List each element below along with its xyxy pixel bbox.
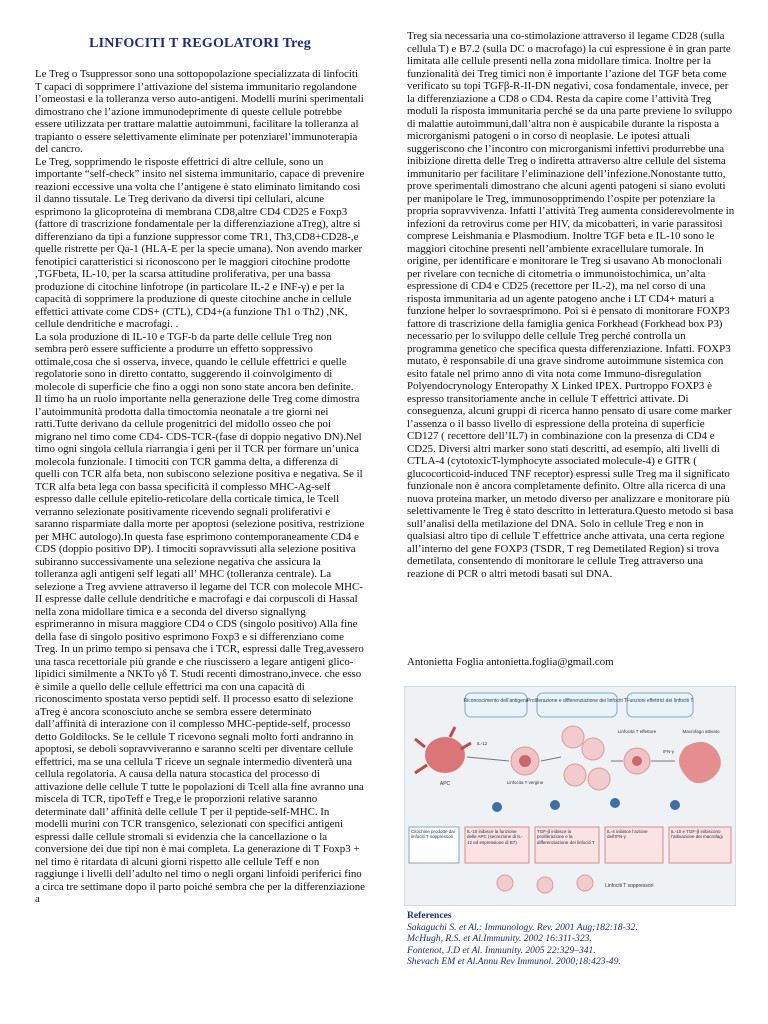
paragraph: Le Treg o Tsuppressor sono una sottopopolazione specializzata di linfociti T capaci di sopprimere l’attivazione del sistema immunitario regolandone l’omeostasi e la tolleranza verso auto-antigeni. Modelli murini sperimentali dimostrano che l’azione immunodeprimente di queste cellule potrebbe essere utilizzata per trattare malattie autoimmuni, facilitare la tolleranza al trapianto o essere selettivamente eliminate per potenziarel’immunoterapia del cancro. xyxy=(35,68,364,155)
paragraph: Le Treg, sopprimendo le risposte effettrici di altre cellule, sono un importante “self-check” insito nel sistema immunitario, capace di prevenire reazioni eccessive una volta che l’antigene è stato eliminato limitando così il danno tissutale. Le Treg derivano da diversi tipi cellulari, alcune esprimono la glicoproteina di membrana CD8,altre CD4 CD25 e Foxp3 (fattore di trascrizione fondamentale per la differenziazione aTreg), altre si differenziano da tipi a funzione suppressor come TR1, Th3,CD8+CD28-,e quelle ristrette per Qa-1 (HLA-E per la specie umana). Non avendo marker fenotipici caratteristici si riconoscono per le maggiori citochine prodotte ,TGFbeta, IL-10, per la scarsa attitudine proliferativa, per una bassa produzione di citochine linfotrope (in particolare IL-2 e INF-γ) e per la capacità di sopprimere la produzione di queste citochine anche in cellule effettici attivate come CDS+ (CTL), CD4+(a funzione Th1 o Th2) ,NK, cellule dendritiche e macrofagi. . xyxy=(35,155,365,330)
author-line: Antonietta Foglia antonietta.foglia@gmail.com xyxy=(407,656,614,668)
footer-label: Linfociti T soppressori xyxy=(605,883,654,889)
header-box-recognition xyxy=(465,693,527,717)
paragraph: Il timo ha un ruolo importante nella generazione delle Treg come dimostra l’autoimmunità prodotta dalla timoctomia neonatale a tre giorni nei ratti.Tutte derivano da cellule progenitrici del midollo osseo che poi migrano nel timo come CD4- CDS-TCR-(fase di doppio negativo DN).Nel timo ogni singola cellula riarrangia i geni per il TCR per formare un’unica molecola funzionale. I timociti con TCR gamma delta, a differenza di quelli con TCR alfa beta, non subiscono selezione positiva e negativa. Se il TCR alfa beta lega con bassa specificità il complesso MHC-Ag-self espresso dalle cellule epitelio-reticolare della corticale timica, le Tcell verranno selezionate positivamente ricevendo segnali proliferativi e saranno risparmiate dalla morte per apoptosi (selezione positiva, restrizione per MHC autologo).In questa fase esprimono contemporaneamente CD4 e CDS (doppio positivo DP). I timociti sopravvissuti alla selezione positiva subiranno successivamente una selezione negativa che assicura la tolleranza agli antigeni self legati all’ MHC (tolleranza centrale). La selezione a Treg avviene attraverso il legame del TCR con molecole MHC-II espresse dalle cellule dendritiche e macrofagi e dai corpuscoli di Hassal nella zona midollare timica e a seconda del diverso signallyng esprimeranno in misura maggiore CD4 o CDS (singolo positivo) Alla fine della fase di singolo positivo esprimono Foxp3 e si differenziano come Treg. In un primo tempo si pensava che i TCR, espressi dalle Treg,avessero una tasca recettoriale più grande e che riuscissero a legare antigeni glico-lipidici similmente a NKTo γδ T. Studi recenti dimostrano,invece. che esso è simile a quello delle cellule effettrici ma con una capacità di riconoscimento spostata verso peptidi self. Il processo esatto di selezione aTreg è ancora sconosciuto anche se sembra essere determinato dall’affinità di interazione con il complesso MHC-peptide-self, processo detto Goldilocks. Se le cellule T ricevono segnali molto forti andranno in apoptosi, se deboli sopravviveranno e saranno scelti per diventare cellule effettrici, ma se una cellula T riceve un segnale intermedio diventerà una cellula regolatoria. A causa della natura stocastica del processo di attivazione delle cellule T tutte le popolazioni di Tcell alla fine avranno una miscela di TCR, tipoTeff e Treg,e le proporzioni relative saranno determinate dall’ affinità delle cellule T per il peptide-self-MHC. In modelli murini con TCR transgenico, selezionati con specifici antigeni espressi dalle cellule stromali si evidenzia che la cancellazione o la conversione dei due tipi non è mai completa. La generazione di T Foxp3 + nel timo è ritardata di alcuni giorni rispetto alle cellule Teff e non raggiunge i livelli dell’adulto nel timo o negli organi linfoidi periferici fino a circa tre settimane dopo il parto poiché sembra che per la differenziazione a xyxy=(35,393,365,905)
diagram-svg xyxy=(405,687,735,905)
reference-item[interactable]: Fontenot, J.D et Al. Immunity. 2005 22:329–341. xyxy=(407,944,596,956)
cytokine-dot xyxy=(610,798,620,808)
paragraph: La sola produzione di IL-10 e TGF-b da parte delle cellule Treg non sembra però essere sufficiente a produrre un effetto soppressivo ottimale,cosa che si osserva, invece, quando le cellule effettrici e quelle regolatorie sono in diretto contatto, suggerendo il coinvolgimento di molecole di superficie che fino a oggi non sono state ancora ben definite. xyxy=(35,330,354,393)
naive-t-cell xyxy=(511,747,539,775)
cell-label: Macrofago attivato xyxy=(682,729,720,734)
bottom-label: IL-4 inibisce l’azione dell’IFN-γ xyxy=(607,829,648,840)
apc-cell xyxy=(415,727,471,773)
references-heading: References xyxy=(407,910,452,921)
header-text: Riconoscimento dell’antigene xyxy=(463,698,529,704)
proliferating-cells xyxy=(562,726,610,790)
reference-item[interactable]: Shevach EM et Al.Annu Rev Immunol. 2000;18:423-49. xyxy=(407,956,621,968)
suppressor-t-cells xyxy=(497,875,593,893)
header-box-effector xyxy=(627,693,693,717)
bottom-label: IL-10 e TGF-β inibiscono l’attivazione dei macrofagi xyxy=(671,829,723,840)
header-text: Proliferazione e differenziazione dei linfociti T xyxy=(526,698,628,704)
left-column xyxy=(35,68,365,906)
bottom-label: TGF-β inibisce la proliferazione e la differenziazione dei linfociti T xyxy=(537,829,595,845)
reference-item[interactable]: Sakaguchi S. et Al.: Immunology. Rev. 2001 Aug;182:18-32. xyxy=(407,921,638,933)
cytokine-dot xyxy=(670,800,680,810)
treg-diagram-figure xyxy=(404,686,736,906)
cell-label: APC xyxy=(439,781,451,787)
document-title: LINFOCITI T REGOLATORI Treg xyxy=(89,36,311,51)
reference-item[interactable]: McHugh, R.S. et Al.Immunity. 2002 16:311-323. xyxy=(407,933,592,945)
paragraph: Treg sia necessaria una co-stimolazione attraverso il legame CD28 (sulla cellula T) e B7.2 (sulla DC o macrofago) la cui espressione è in gran parte limitata alle cellule presenti nella zona midollare timica. Inoltre per la funzionalità dei Treg timici non è importante l’azione del TGF beta come verificato su topi TGFβ-R-II-DN negativi, cosa fondamentale, invece, per la differenziazione a CD8 o CD4. Resta da capire come l’attività Treg moduli la risposta immunitaria perché se da una parte previene lo sviluppo di malattie autoimmuni,dall’altra non è auspicabile durante la risposta a microrganismi patogeni o in corso di neoplasie. Le ipotesi attuali suggeriscono che l’incontro con microrganismi infettivi produrrebbe una inibizione diretta delle Treg o indiretta attraverso altre cellule del sistema immunitario per facilitare l’eliminazione dell’infezione.Nonostante tutto, prove sperimentali dimostrano che alcuni agenti patogeni si siano evoluti per manipolare le Treg, immunosopprimendo l’ospite per potenziare la propria sopravvivenza. Infatti l’attività Treg aumenta considerevolmente in infezioni da retrovirus come per HIV, da micobatteri, in varie parassitosi comprese Leishmania e Plasmodium. Inoltre TGF beta e IL-10 sono le maggiori citochine presenti nell’ambiente exracellulare tumorale. In origine, per identificare e monitorare le Treg si usavano Ab monoclonali per rivelare con tecniche di citometria o immunoistochimica, un’alta espressione di CD4 e CD25 (recettore per IL-2), ma nel corso di una risposta immunitaria ad un agente patogeno anche i LT CD4+ maturi a funzione helper lo sovraesprimono. Poi si è pensato di monitorare FOXP3 fattore di trascrizione della famiglia genica Forkhead (Forkhead box P3) necessario per lo sviluppo delle cellule Treg perché controlla un programma genetico che specifica questa differenziazione. Infatti. FOXP3 mutato, è responsabile di una grave sindrome autoimmune sistemica con esito fatale nel primo anno di vita nota come Immuno-disregulation Polyendocrynology Enteropathy X Linked IPEX. Purtroppo FOXP3 è espresso transitoriamente anche in cellule T effettrici attivate. Di conseguenza, alcuni gruppi di ricerca hanno pensato di usare come marker l’assenza o il basso livello di espressione della proteina di superficie CD127 ( recettore dell’IL7) in combinazione con la presenza di CD4 e CD25. Diversi altri marker sono stati descritti, ad esempio, alti livelli di CTLA-4 (cytotoxicT-lymphocyte associated molecule-4) e GITR ( glucocorticoid-induced TNF receptor) espressi sulle Treg ma il significato funzionale non è ancora completamente definito. Oltre alla ricerca di una nuova proteina marker, un metodo diverso per analizzare e monitorare più selettivamente le Treg è stato descritto in letteratura.Questo metodo si basa sull’analisi della metilazione del DNA. Solo in cellule Treg e non in qualsiasi altro tipo di cellule T effettrice anche attivata, una certa regione all’interno del gene FOXP3 (TSDR, T reg Demetilated Region) si trova demetilata, consentendo di monitorare le cellule Treg attraverso una reazione di PCR o altri metodi basati sul DNA. xyxy=(407,30,735,580)
header-box-proliferation xyxy=(537,693,617,717)
cell-label: Linfocita T vergine xyxy=(506,780,544,785)
macrophage-cell xyxy=(679,742,721,783)
arrow xyxy=(541,757,561,761)
bottom-label: Citochine prodotte dai linfociti T soppressori xyxy=(411,829,455,840)
header-text: Funzioni effettrici dei linfociti T xyxy=(626,698,694,704)
cell-label: IFN-γ xyxy=(663,749,674,754)
right-column xyxy=(407,30,737,580)
effector-t-cell xyxy=(624,748,650,774)
cell-label: IL-12 xyxy=(477,741,488,746)
cell-label: Linfocita T effettore xyxy=(617,729,657,734)
arrow xyxy=(467,757,509,761)
cytokine-dot xyxy=(492,802,502,812)
bottom-label: IL-10 inibisce la funzione delle APC (secrezione di IL-12 ed espressione di B7) xyxy=(467,829,523,845)
references xyxy=(407,910,737,968)
cytokine-dot xyxy=(550,800,560,810)
